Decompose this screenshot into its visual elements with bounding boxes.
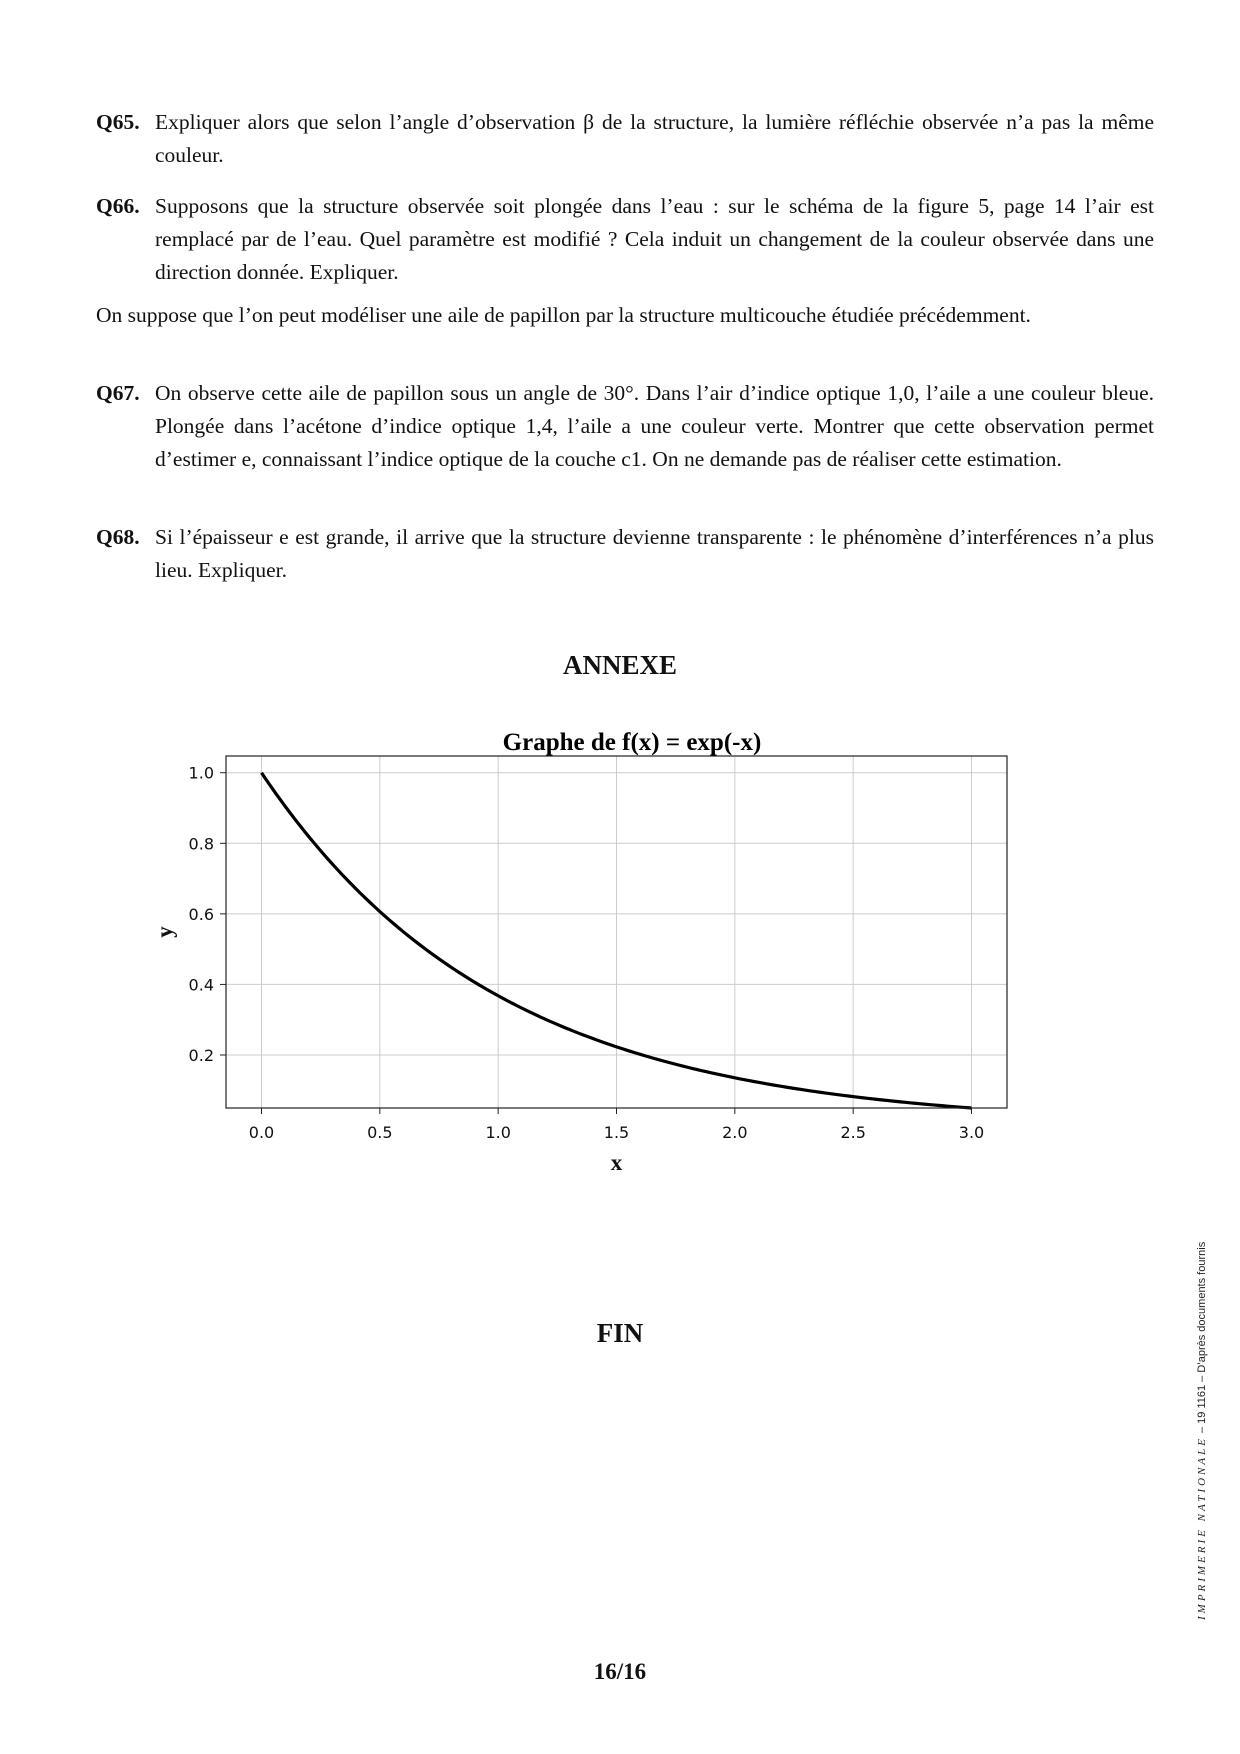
chart-title: Graphe de f(x) = exp(-x) — [502, 729, 762, 756]
y-axis-label: y — [152, 926, 177, 938]
x-tick-label: 2.5 — [840, 1123, 866, 1142]
y-tick-label: 0.4 — [188, 975, 214, 995]
question-q67 — [96, 377, 1154, 476]
side-imprimerie: IMPRIMERIE NATIONALE — [1196, 1436, 1208, 1620]
x-tick-label: 0.5 — [367, 1123, 393, 1142]
x-tick-label: 0.0 — [248, 1123, 275, 1142]
y-tick-label: 1.0 — [188, 763, 214, 783]
x-tick-label: 2.0 — [722, 1123, 748, 1142]
question-text: Si l’épaisseur e est grande, il arrive que la structure devienne transparente : le phénomène d’interférences n’a plus lieu. Expliquer. — [155, 525, 1154, 582]
question-text: Supposons que la structure observée soit plongée dans l’eau : sur le schéma de la figure 5, page 14 l’air est remplacé par de l’eau. Quel paramètre est modifié ? Cela induit un changement de la couleur observée dans une direction donnée. Expliquer. — [155, 194, 1154, 284]
exp-chart — [150, 720, 1070, 1210]
x-tick-label: 3.0 — [958, 1123, 985, 1142]
question-text: On observe cette aile de papillon sous un angle de 30°. Dans l’air d’indice optique 1,0, l’aile a une couleur bleue. Plongée dans l’acétone d’indice optique 1,4, l’aile a une couleur verte. Montrer que cette observation permet d’estimer e, connaissant l’indice optique de la couche c1. On ne demande pas de réaliser cette estimation. — [155, 381, 1154, 471]
fin-title: FIN — [596, 1318, 644, 1348]
x-tick-label: 1.5 — [603, 1123, 630, 1142]
side-credit — [1196, 1242, 1208, 1620]
question-number: Q67. — [96, 381, 140, 405]
y-tick-label: 0.2 — [188, 1046, 214, 1066]
question-q68 — [96, 521, 1154, 587]
side-reference: – 19 1161 – D’après documents fournis — [1196, 1241, 1208, 1433]
question-q65 — [96, 106, 1154, 172]
x-axis-label: x — [610, 1150, 623, 1175]
question-number: Q66. — [96, 194, 140, 218]
annexe-title: ANNEXE — [562, 650, 677, 680]
question-text: Expliquer alors que selon l’angle d’observation β de la structure, la lumière réfléchie observée n’a pas la même couleur. — [155, 110, 1154, 167]
question-q66 — [96, 190, 1154, 289]
page-number: 16/16 — [593, 1659, 647, 1684]
y-tick-label: 0.6 — [188, 904, 214, 924]
question-number: Q65. — [96, 110, 140, 134]
question-number: Q68. — [96, 525, 140, 549]
x-tick-label: 1.0 — [485, 1123, 511, 1142]
intro-paragraph: On suppose que l’on peut modéliser une aile de papillon par la structure multicouche étudiée précédemment. — [96, 303, 1031, 327]
y-tick-label: 0.8 — [188, 834, 214, 854]
